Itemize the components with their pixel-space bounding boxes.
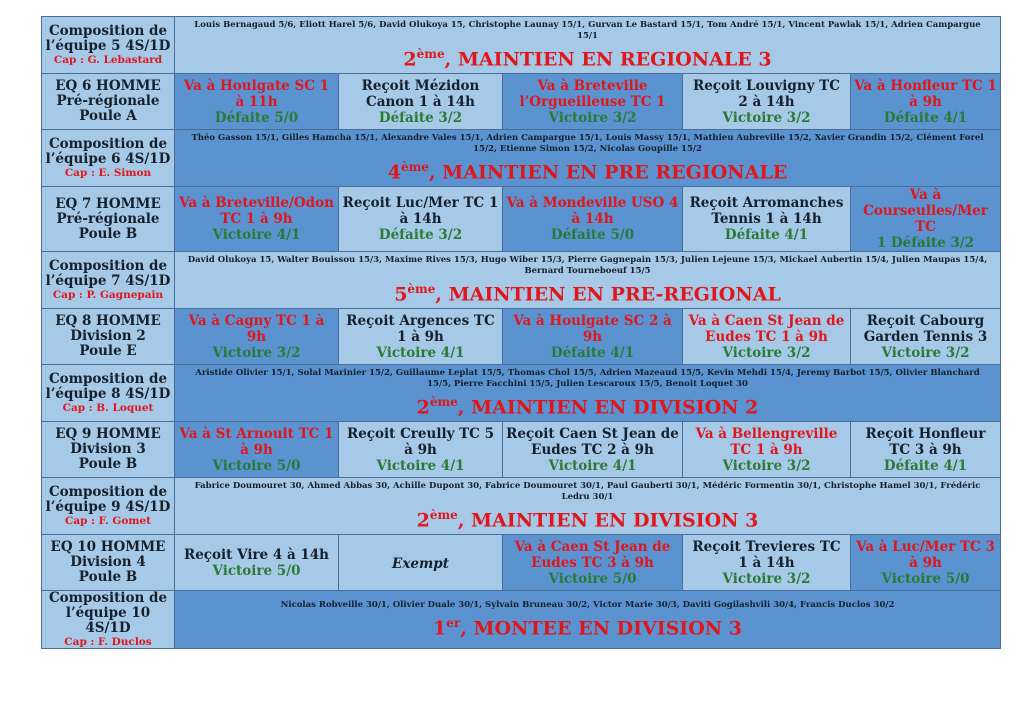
row-label-line: Division 4 [70, 554, 146, 570]
match-cell [175, 74, 339, 130]
team-match-row [42, 187, 1001, 252]
match-result: Victoire 4/1 [376, 457, 465, 474]
composition-label-cell [42, 17, 175, 74]
row-label-line: Poule B [78, 456, 138, 472]
match-title: Va à Luc/Mer TC 3 à 9h [856, 538, 995, 571]
results-body [42, 17, 1001, 649]
match-title: Reçoit Trevieres TC 1 à 14h [692, 538, 841, 571]
match-cell [503, 74, 683, 130]
results-table [41, 16, 1001, 649]
final-result-text: , MAINTIEN EN REGIONALE 3 [444, 48, 772, 71]
match-result: Victoire 4/1 [212, 227, 301, 243]
exempt-label: Exempt [392, 556, 449, 572]
team-composition-row [42, 591, 1001, 649]
match-result: Victoire 3/2 [548, 109, 637, 126]
composition-label-cell [42, 252, 175, 309]
captain-label: Cap : P. Gagnepain [52, 289, 164, 301]
row-label-line: Composition de [48, 258, 168, 274]
row-label-line: Poule E [79, 343, 137, 359]
player-list: Louis Bernagaud 5/6, Eliott Harel 5/6, David Olukoya 15, Christophe Launay 15/1, Gurvan Le Bastard 15/1, Tom André 15/1, Vincent Pawlak 15/1, Adrien Campargue 15/1 [194, 19, 981, 41]
row-label-line: l’équipe 10 4S/1D [65, 605, 151, 636]
match-title: Reçoit Argences TC 1 à 9h [346, 312, 495, 345]
final-rank: 4 [387, 161, 401, 184]
row-label-line: Composition de [48, 484, 168, 500]
match-cell [851, 309, 1001, 365]
team-label-cell [42, 422, 175, 478]
match-result: Victoire 4/1 [376, 344, 465, 361]
match-cell [851, 422, 1001, 478]
match-cell [503, 309, 683, 365]
row-label-line: Composition de [48, 23, 168, 39]
player-list: Fabrice Doumouret 30, Ahmed Abbas 30, Achille Dupont 30, Fabrice Doumouret 30/1, Paul Gauberti 30/1, Médéric Formentin 30/1, Christophe Hamel 30/1, Frédéric Ledru 30/1 [194, 480, 981, 502]
team-composition-row [42, 17, 1001, 74]
captain-label: Cap : G. Lebastard [53, 54, 163, 66]
row-label-line: l’équipe 8 4S/1D [45, 386, 171, 402]
match-cell [683, 187, 851, 252]
match-result: Défaite 4/1 [550, 344, 635, 361]
match-result: Défaite 4/1 [883, 109, 968, 126]
match-cell [339, 422, 503, 478]
match-cell [175, 535, 339, 591]
match-cell [683, 309, 851, 365]
composition-label-cell [42, 478, 175, 535]
match-title: Reçoit Creully TC 5 à 9h [346, 425, 495, 458]
row-label-line: Composition de [48, 371, 168, 387]
team-label-cell [42, 535, 175, 591]
match-result: Victoire 3/2 [722, 344, 811, 361]
final-rank: 5 [394, 283, 408, 306]
team-composition-row [42, 365, 1001, 422]
composition-label-cell [42, 130, 175, 187]
row-label-line: l’équipe 5 4S/1D [45, 38, 171, 54]
team-label-cell [42, 309, 175, 365]
team-composition-row [42, 478, 1001, 535]
final-result-text: , MAINTIEN EN DIVISION 3 [457, 509, 759, 532]
match-cell [503, 422, 683, 478]
match-title: Reçoit Arromanches Tennis 1 à 14h [689, 195, 844, 227]
match-title: Va à Cagny TC 1 à 9h [188, 312, 325, 345]
results-sheet [41, 16, 1000, 649]
final-result-text: , MAINTIEN EN DIVISION 2 [457, 396, 759, 419]
match-title: Reçoit Caen St Jean de Eudes TC 2 à 9h [506, 425, 679, 458]
match-cell [175, 187, 339, 252]
match-cell [175, 422, 339, 478]
rank-suffix: ème [407, 281, 436, 296]
match-cell [683, 422, 851, 478]
match-title: Va à Honfleur TC 1 à 9h [854, 77, 997, 110]
team-match-row [42, 535, 1001, 591]
team-label-cell [42, 74, 175, 130]
final-result [178, 612, 997, 639]
match-result: Défaite 5/0 [550, 227, 635, 243]
row-label-line: EQ 10 HOMME [50, 539, 166, 555]
match-result: Victoire 5/0 [548, 570, 637, 587]
match-result: 1 Défaite 3/2 [876, 235, 975, 251]
captain-label: Cap : B. Loquet [62, 402, 154, 414]
row-label-line: EQ 8 HOMME [55, 313, 161, 329]
composition-label-cell [42, 365, 175, 422]
team-label-cell [42, 187, 175, 252]
match-cell [339, 309, 503, 365]
final-rank: 2 [403, 48, 417, 71]
team-match-row [42, 74, 1001, 130]
row-label-line: EQ 6 HOMME [55, 78, 161, 94]
match-result: Victoire 3/2 [722, 457, 811, 474]
composition-info-cell [175, 130, 1001, 187]
match-result: Victoire 5/0 [212, 457, 301, 474]
final-result [178, 278, 997, 305]
match-cell [851, 74, 1001, 130]
row-label-line: l’équipe 6 4S/1D [45, 151, 171, 167]
match-cell [339, 74, 503, 130]
match-title: Va à St Arnoult TC 1 à 9h [179, 425, 334, 458]
match-title: Va à Houlgate SC 2 à 9h [513, 312, 672, 345]
rank-suffix: ème [416, 46, 445, 61]
row-label-line: Division 2 [70, 328, 146, 344]
match-title: Reçoit Vire 4 à 14h [183, 546, 329, 563]
match-cell [339, 535, 503, 591]
match-cell [339, 187, 503, 252]
match-result: Victoire 4/1 [548, 457, 637, 474]
composition-info-cell [175, 17, 1001, 74]
match-cell [851, 535, 1001, 591]
final-rank: 2 [416, 396, 430, 419]
match-result: Victoire 3/2 [212, 344, 301, 361]
team-match-row [42, 309, 1001, 365]
match-result: Victoire 3/2 [722, 109, 811, 126]
match-result: Défaite 3/2 [378, 109, 463, 126]
row-label-line: Composition de [48, 590, 168, 606]
row-label-line: EQ 7 HOMME [55, 195, 161, 212]
row-label-line: Poule B [78, 569, 138, 585]
match-title: Reçoit Cabourg Garden Tennis 3 [863, 312, 988, 345]
match-result: Défaite 4/1 [883, 457, 968, 474]
final-result-text: , MAINTIEN EN PRE-REGIONAL [435, 283, 781, 306]
team-match-row [42, 422, 1001, 478]
match-cell [175, 309, 339, 365]
final-result [178, 156, 997, 183]
final-result-text: , MAINTIEN EN PRE REGIONALE [428, 161, 788, 184]
match-result: Victoire 5/0 [212, 562, 301, 579]
rank-suffix: ème [429, 394, 458, 409]
player-list: David Olukoya 15, Walter Bouissou 15/3, Maxime Rives 15/3, Hugo Wiber 15/3, Pierre Gagnepain 15/3, Julien Lejeune 15/3, Mickael Aubertin 15/4, Julien Maupas 15/4, Bernard Tourneboeuf 15/5 [187, 254, 988, 276]
match-cell [683, 74, 851, 130]
match-cell [503, 535, 683, 591]
match-result: Victoire 3/2 [881, 344, 970, 361]
player-list: Théo Gasson 15/1, Gilles Hamcha 15/1, Alexandre Vales 15/1, Adrien Campargue 15/1, Louis Massy 15/1, Mathieu Aubreville 15/2, Xavier Grandin 15/2, Clément Forel 15/2, Etienne Simon 15/2, Nicolas Goupille 15/2 [191, 132, 984, 154]
row-label-line: Poule A [79, 108, 137, 124]
final-result-text: , MONTEE EN DIVISION 3 [460, 617, 742, 640]
match-title: Reçoit Luc/Mer TC 1 à 14h [342, 195, 499, 227]
match-result: Victoire 5/0 [881, 570, 970, 587]
team-composition-row [42, 252, 1001, 309]
row-label-line: l’équipe 9 4S/1D [45, 499, 171, 515]
match-result: Défaite 5/0 [214, 109, 299, 126]
composition-info-cell [175, 591, 1001, 649]
match-title: Va à Courseulles/Mer TC [863, 187, 988, 235]
player-list: Aristide Olivier 15/1, Solal Marinier 15/2, Guillaume Leplat 15/5, Thomas Chol 15/5, Adrien Mazeaud 15/5, Kevin Mehdi 15/4, Jeremy Barbot 15/5, Olivier Blanchard 15/5, Pierre Facchini 15/5, Julien Lescaroux 15/5, Benoit Loquet 30 [195, 367, 980, 389]
match-title: Reçoit Louvigny TC 2 à 14h [693, 77, 840, 110]
match-title: Va à Houlgate SC 1 à 11h [183, 77, 330, 110]
match-title: Va à Caen St Jean de Eudes TC 1 à 9h [688, 312, 845, 345]
final-result [178, 391, 997, 418]
match-cell [503, 187, 683, 252]
captain-label: Cap : F. Gomet [64, 515, 151, 527]
composition-info-cell [175, 252, 1001, 309]
final-rank: 1 [433, 617, 447, 640]
rank-suffix: ème [400, 159, 429, 174]
row-label-line: Pré-régionale [56, 93, 160, 109]
row-label-line: Division 3 [70, 441, 146, 457]
row-label-line: Poule B [78, 225, 138, 242]
match-title: Va à Caen St Jean de Eudes TC 3 à 9h [514, 538, 671, 571]
match-result: Défaite 3/2 [378, 227, 463, 243]
match-title: Reçoit Honfleur TC 3 à 9h [865, 425, 986, 458]
composition-info-cell [175, 478, 1001, 535]
row-label-line: l’équipe 7 4S/1D [45, 273, 171, 289]
captain-label: Cap : E. Simon [64, 167, 152, 179]
match-title: Reçoit Mézidon Canon 1 à 14h [361, 77, 480, 110]
captain-label: Cap : F. Duclos [64, 636, 152, 648]
match-title: Va à Bellengreville TC 1 à 9h [695, 425, 838, 458]
final-rank: 2 [416, 509, 430, 532]
match-cell [851, 187, 1001, 252]
final-result [178, 43, 997, 70]
match-title: Va à Breteville l’Orgueilleuse TC 1 [519, 77, 666, 110]
team-composition-row [42, 130, 1001, 187]
row-label-line: Pré-régionale [56, 210, 160, 227]
rank-suffix: er [446, 615, 461, 630]
rank-suffix: ème [429, 507, 458, 522]
composition-label-cell [42, 591, 175, 649]
match-title: Va à Breteville/Odon TC 1 à 9h [179, 195, 334, 227]
composition-info-cell [175, 365, 1001, 422]
row-label-line: EQ 9 HOMME [55, 426, 161, 442]
match-result: Défaite 4/1 [724, 227, 809, 243]
match-title: Va à Mondeville USO 4 à 14h [506, 195, 679, 227]
final-result [178, 504, 997, 531]
match-cell [683, 535, 851, 591]
player-list: Nicolas Robveille 30/1, Olivier Duale 30/1, Sylvain Bruneau 30/2, Victor Marie 30/3, Daviti Gogilashvili 30/4, Francis Duclos 30/2 [280, 599, 895, 610]
row-label-line: Composition de [48, 136, 168, 152]
match-result: Victoire 3/2 [722, 570, 811, 587]
